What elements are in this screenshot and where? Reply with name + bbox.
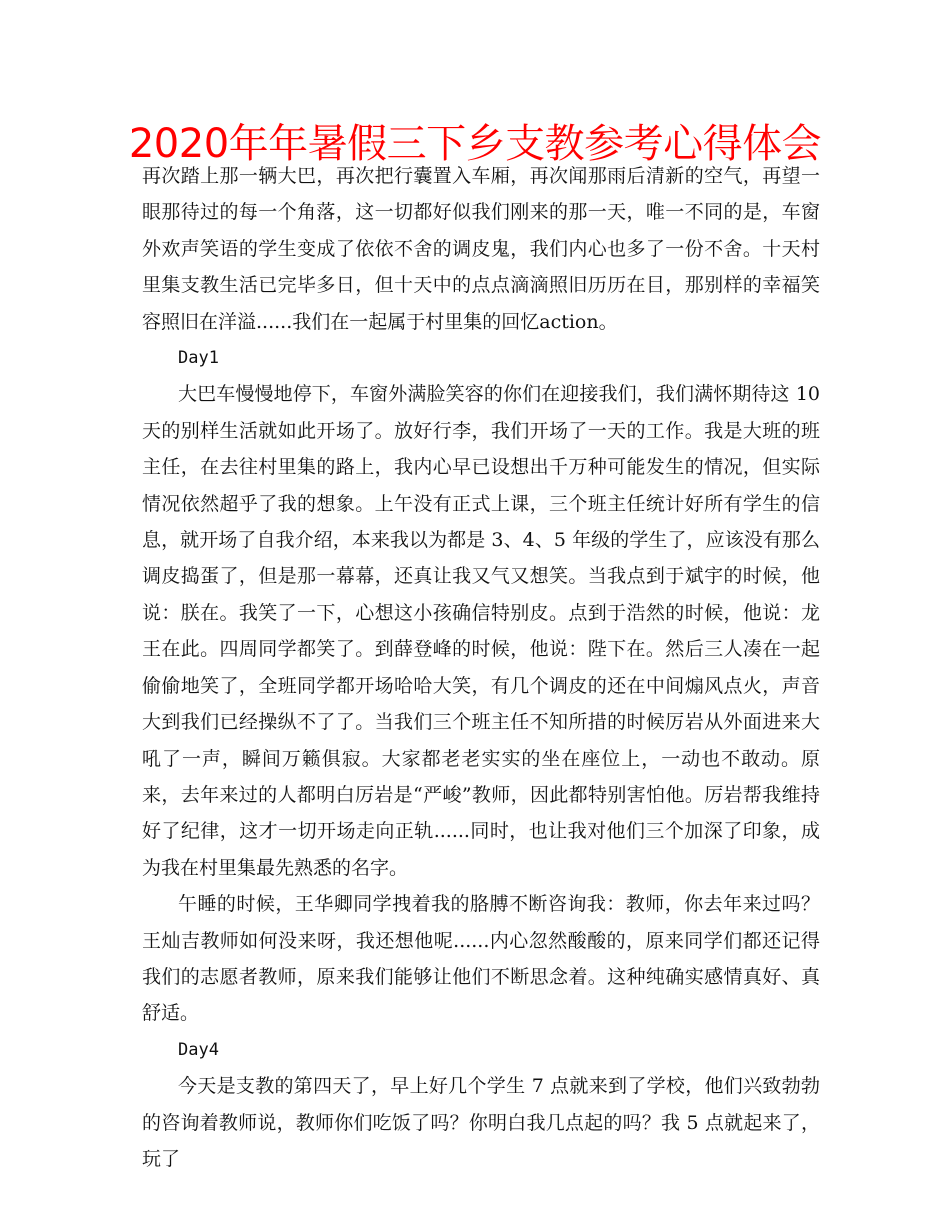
day-heading: Day1: [178, 348, 219, 369]
intro-paragraph: 再次踏上那一辆大巴，再次把行囊置入车厢，再次闻那雨后清新的空气，再望一眼那待过的每一个角落，这一切都好似我们刚来的那一天，唯一不同的是，车窗外欢声笑语的学生变成了依依不舍的调皮鬼，我们内心也多了一份不舍。十天村里集支教生活已完毕多日，但十天中的点点滴滴照旧历历在目，那别样的幸福笑容照旧在洋溢......我们在一起属于村里集的回忆action。: [142, 165, 820, 333]
body-paragraph: 今天是支教的第四天了，早上好几个学生 7 点就来到了学校，他们兴致勃勃的咨询着教师说，教师你们吃饭了吗？你明白我几点起的吗？我 5 点就起来了，玩了: [142, 1075, 820, 1170]
document-body: [142, 158, 820, 1177]
body-paragraph: 午睡的时候，王华卿同学拽着我的胳膊不断咨询我：教师，你去年来过吗？王灿吉教师如何没来呀，我还想他呢......内心忽然酸酸的，原来同学们都还记得我们的志愿者教师，原来我们能够让他们不断思念着。这种纯确实感情真好、真舒适。: [142, 893, 820, 1025]
body-paragraph: 大巴车慢慢地停下，车窗外满脸笑容的你们在迎接我们，我们满怀期待这 10 天的别样生活就如此开场了。放好行李，我们开场了一天的工作。我是大班的班主任，在去往村里集的路上，我内心早已设想出千万种可能发生的情况，但实际情况依然超乎了我的想象。上午没有正式上课，三个班主任统计好所有学生的信息，就开场了自我介绍，本来我以为都是 3、4、5 年级的学生了，应该没有那么调皮捣蛋了，但是那一幕幕，还真让我又气又想笑。当我点到于斌宇的时候，他说：朕在。我笑了一下，心想这小孩确信特别皮。点到于浩然的时候，他说：龙王在此。四周同学都笑了。到薛登峰的时候，他说：陛下在。然后三人凑在一起偷偷地笑了，全班同学都开场哈哈大笑，有几个调皮的还在中间煽风点火，声音大到我们已经操纵不了了。当我们三个班主任不知所措的时候厉岩从外面进来大吼了一声，瞬间万籁俱寂。大家都老老实实的坐在座位上，一动也不敢动。原来，去年来过的人都明白厉岩是“严峻”教师，因此都特别害怕他。厉岩帮我维持好了纪律，这才一切开场走向正轨......同时，也让我对他们三个加深了印象，成为我在村里集最先熟悉的名字。: [142, 383, 820, 879]
day-heading: Day4: [178, 1039, 219, 1060]
document-title: 2020年年暑假三下乡支教参考心得体会: [128, 121, 822, 167]
